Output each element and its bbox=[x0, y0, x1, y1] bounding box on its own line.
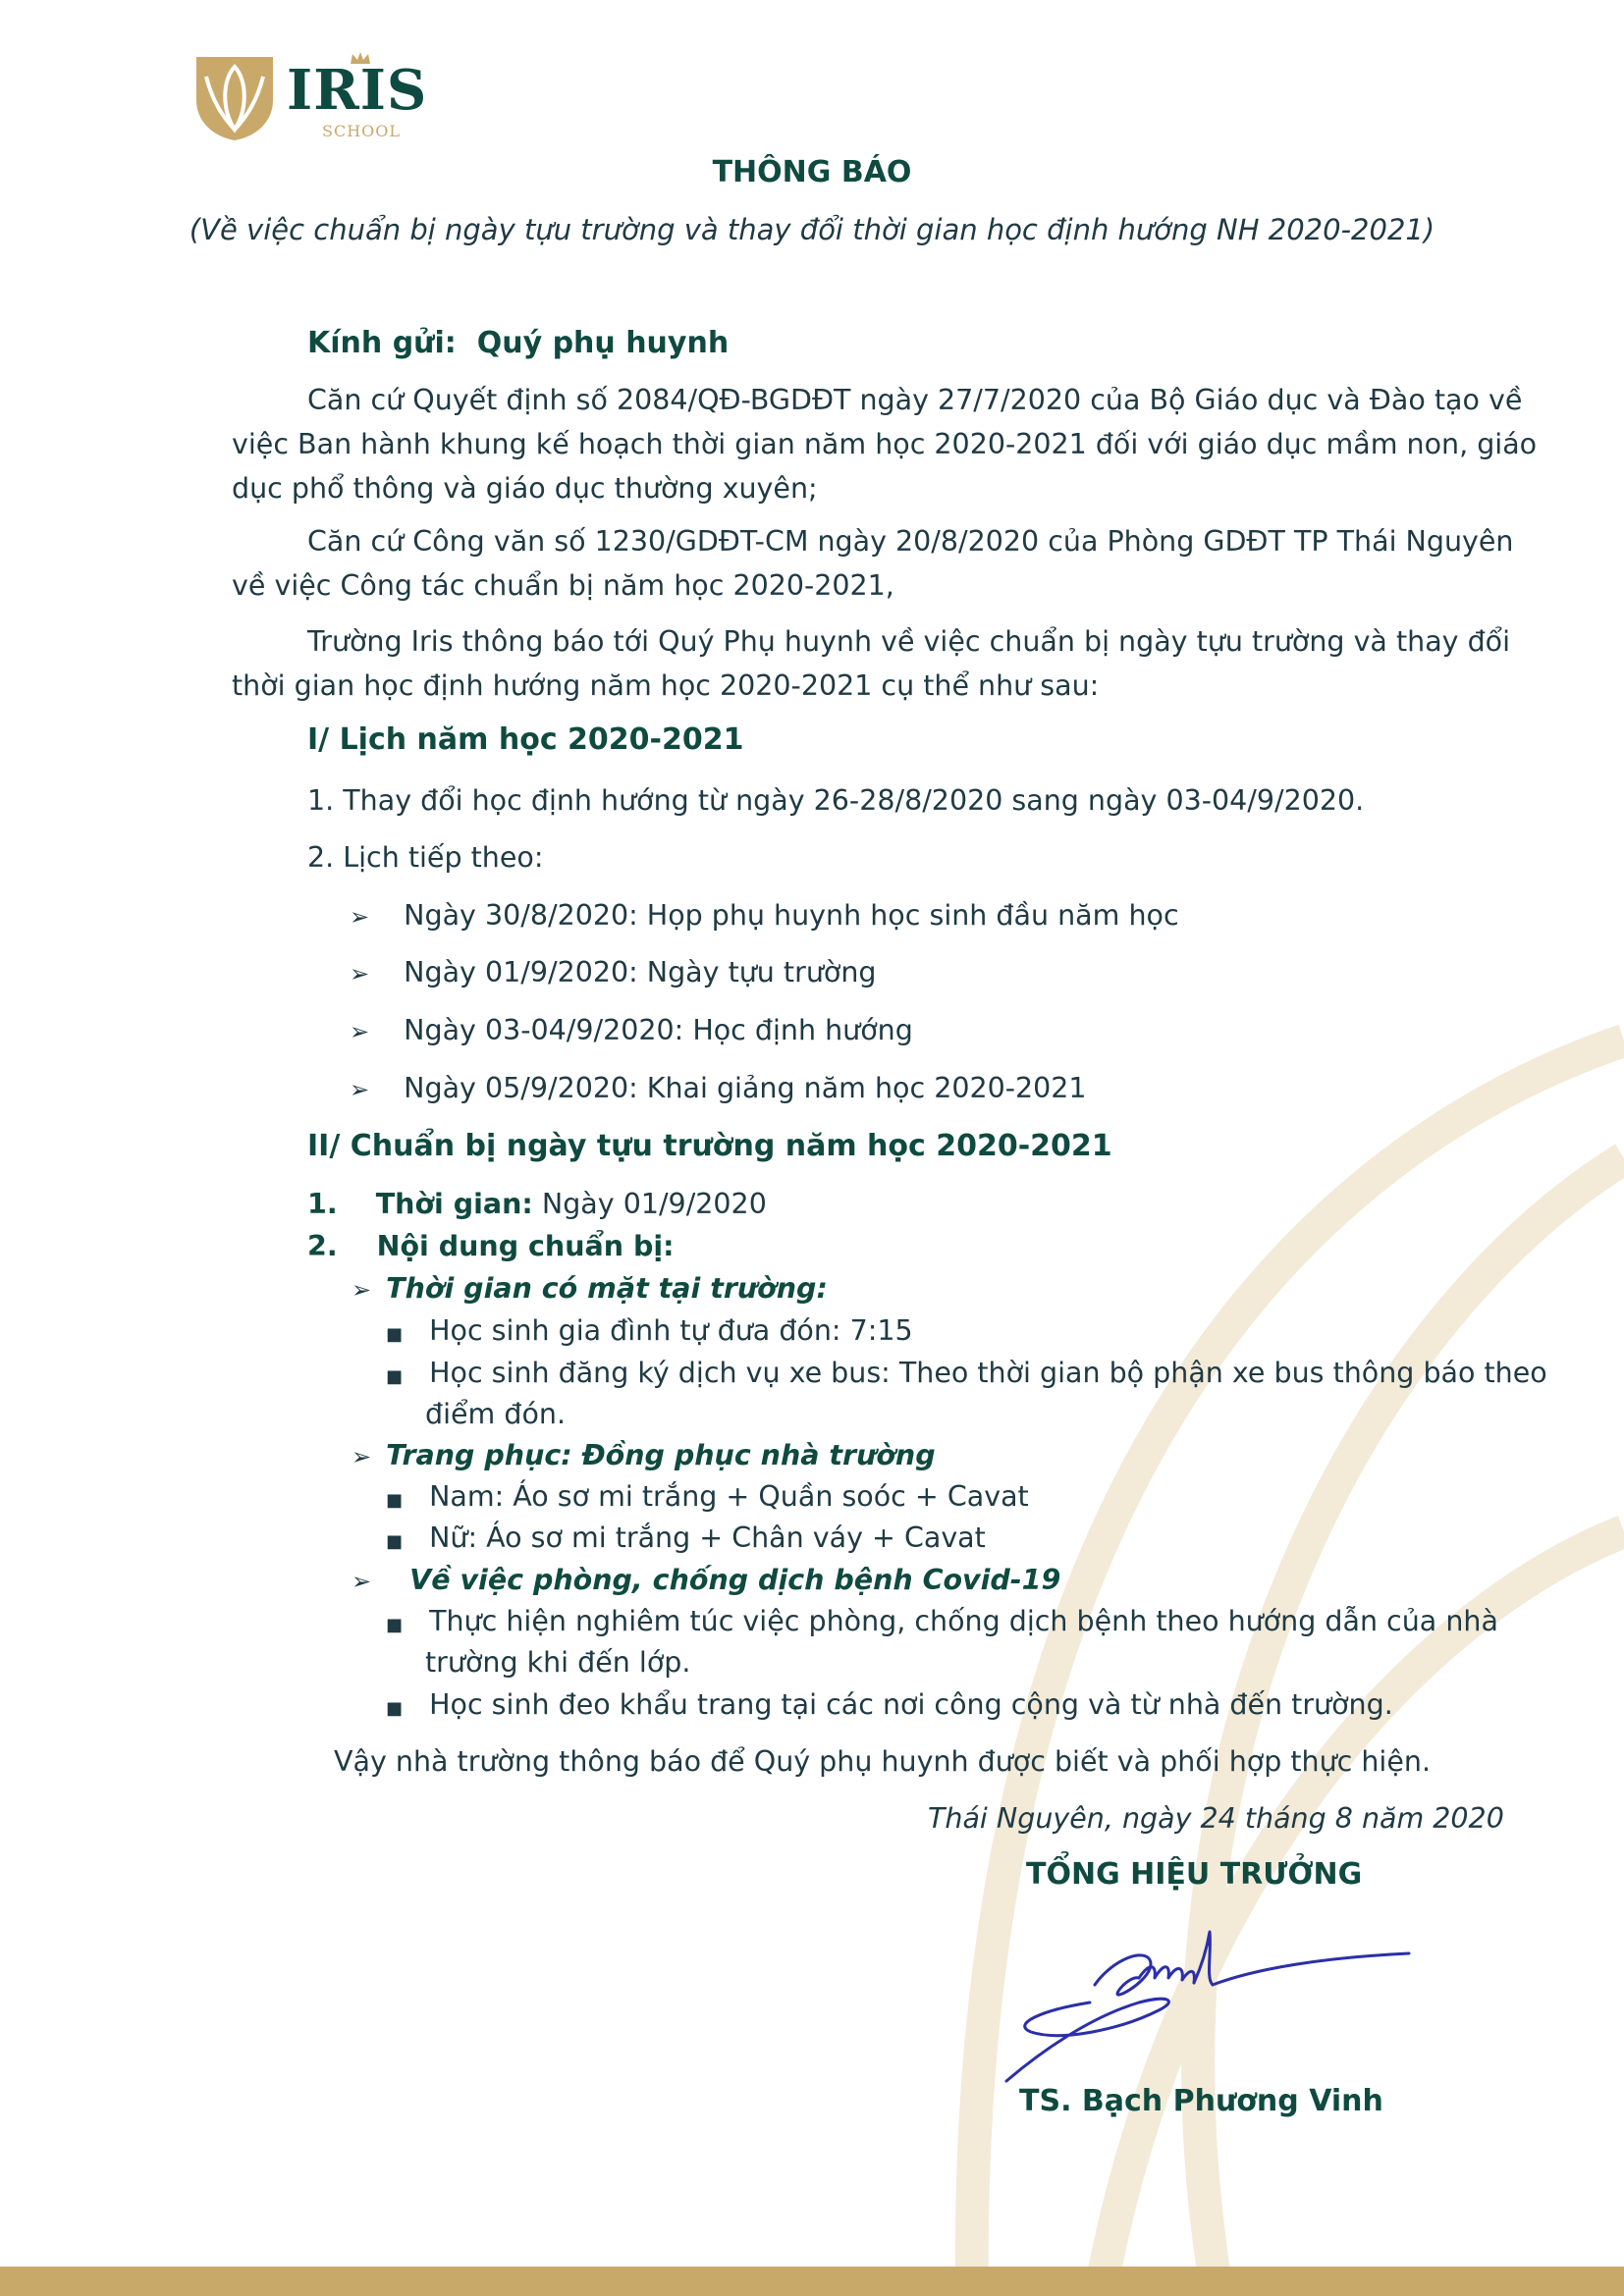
bullet-item: ■ Nữ: Áo sơ mi trắng + Chân váy + Cavat bbox=[386, 1522, 986, 1554]
logo-name: IRIS bbox=[287, 58, 428, 123]
closing-line: Vậy nhà trường thông báo để Quý phụ huynh được biết và phối hợp thực hiện. bbox=[334, 1745, 1432, 1778]
schedule-item: ➢ Ngày 30/8/2020: Họp phụ huynh học sinh đầu năm học bbox=[350, 899, 1179, 932]
paragraph-line: Trường Iris thông báo tới Quý Phụ huynh về việc chuẩn bị ngày tựu trường và thay đổi bbox=[307, 625, 1511, 658]
prep-content: 2. Nội dung chuẩn bị: bbox=[307, 1230, 675, 1262]
schedule-item: ➢ Ngày 03-04/9/2020: Học định hướng bbox=[350, 1014, 913, 1046]
bullet-item: ■ Thực hiện nghiêm túc việc phòng, chống dịch bệnh theo hướng dẫn của nhà bbox=[386, 1605, 1498, 1637]
arrow-bullet-icon: ➢ bbox=[352, 1568, 372, 1595]
square-bullet-icon: ■ bbox=[386, 1531, 404, 1552]
logo-sub: SCHOOL bbox=[322, 122, 402, 140]
bullet-item-continued: trường khi đến lớp. bbox=[425, 1646, 691, 1679]
arrow-bullet-icon: ➢ bbox=[350, 1076, 370, 1103]
document-subtitle: (Về việc chuẩn bị ngày tựu trường và thay đổi thời gian học định hướng NH 2020-2021) bbox=[189, 213, 1435, 246]
square-bullet-icon: ■ bbox=[386, 1324, 404, 1345]
document-title: THÔNG BÁO bbox=[712, 155, 912, 189]
square-bullet-icon: ■ bbox=[386, 1490, 404, 1511]
place-date: Thái Nguyên, ngày 24 tháng 8 năm 2020 bbox=[928, 1802, 1504, 1835]
arrow-bullet-icon: ➢ bbox=[350, 960, 370, 988]
arrow-bullet-icon: ➢ bbox=[352, 1443, 372, 1470]
prep-time: 1. Thời gian: Ngày 01/9/2020 bbox=[307, 1188, 767, 1220]
subsection-heading: ➢ Thời gian có mặt tại trường: bbox=[352, 1272, 828, 1305]
schedule-item: ➢ Ngày 01/9/2020: Ngày tựu trường bbox=[350, 956, 877, 988]
bullet-item-continued: điểm đón. bbox=[425, 1398, 567, 1430]
section-heading: I/ Lịch năm học 2020-2021 bbox=[307, 722, 744, 757]
list-item: 2. Lịch tiếp theo: bbox=[307, 841, 544, 874]
arrow-bullet-icon: ➢ bbox=[350, 1018, 370, 1045]
iris-emblem-icon bbox=[192, 51, 277, 141]
schedule-item: ➢ Ngày 05/9/2020: Khai giảng năm học 2020-2021 bbox=[350, 1072, 1087, 1104]
paragraph-line: thời gian học định hướng năm học 2020-2021 cụ thể như sau: bbox=[232, 669, 1100, 702]
subsection-heading: ➢ Về việc phòng, chống dịch bệnh Covid-19 bbox=[352, 1564, 1061, 1596]
arrow-bullet-icon: ➢ bbox=[350, 903, 370, 931]
arrow-bullet-icon: ➢ bbox=[352, 1276, 372, 1304]
paragraph-line: về việc Công tác chuẩn bị năm học 2020-2021, bbox=[232, 569, 894, 602]
bullet-item: ■ Học sinh gia đình tự đưa đón: 7:15 bbox=[386, 1314, 913, 1347]
signer-position: TỔNG HIỆU TRƯỞNG bbox=[1026, 1857, 1363, 1892]
paragraph-line: việc Ban hành khung kế hoạch thời gian năm học 2020-2021 đối với giáo dục mầm non, giáo bbox=[232, 428, 1538, 460]
list-item: 1. Thay đổi học định hướng từ ngày 26-28/8/2020 sang ngày 03-04/9/2020. bbox=[307, 784, 1365, 817]
paragraph-line: Căn cứ Công văn số 1230/GDĐT-CM ngày 20/8/2020 của Phòng GDĐT TP Thái Nguyên bbox=[307, 525, 1514, 558]
subsection-heading: ➢ Trang phục: Đồng phục nhà trường bbox=[352, 1439, 936, 1471]
bottom-gold-band bbox=[0, 2267, 1624, 2296]
bullet-item: ■ Học sinh đăng ký dịch vụ xe bus: Theo thời gian bộ phận xe bus thông báo theo bbox=[386, 1357, 1547, 1389]
square-bullet-icon: ■ bbox=[386, 1615, 404, 1635]
signer-name: TS. Bạch Phương Vinh bbox=[1019, 2084, 1383, 2118]
square-bullet-icon: ■ bbox=[386, 1366, 404, 1387]
paragraph-line: dục phổ thông và giáo dục thường xuyên; bbox=[232, 472, 818, 505]
greeting-label: Kính gửi: bbox=[307, 326, 457, 360]
square-bullet-icon: ■ bbox=[386, 1698, 404, 1719]
section-heading: II/ Chuẩn bị ngày tựu trường năm học 2020-2021 bbox=[307, 1129, 1112, 1163]
paragraph-line: Căn cứ Quyết định số 2084/QĐ-BGDĐT ngày 27/7/2020 của Bộ Giáo dục và Đào tạo về bbox=[307, 384, 1523, 416]
bullet-item: ■ Nam: Áo sơ mi trắng + Quần soóc + Cavat bbox=[386, 1480, 1029, 1513]
school-logo bbox=[192, 51, 428, 145]
handwritten-signature bbox=[1001, 1924, 1414, 2091]
greeting-recipient: Quý phụ huynh bbox=[476, 326, 730, 360]
greeting bbox=[307, 323, 729, 364]
bullet-item: ■ Học sinh đeo khẩu trang tại các nơi công cộng và từ nhà đến trường. bbox=[386, 1688, 1393, 1721]
